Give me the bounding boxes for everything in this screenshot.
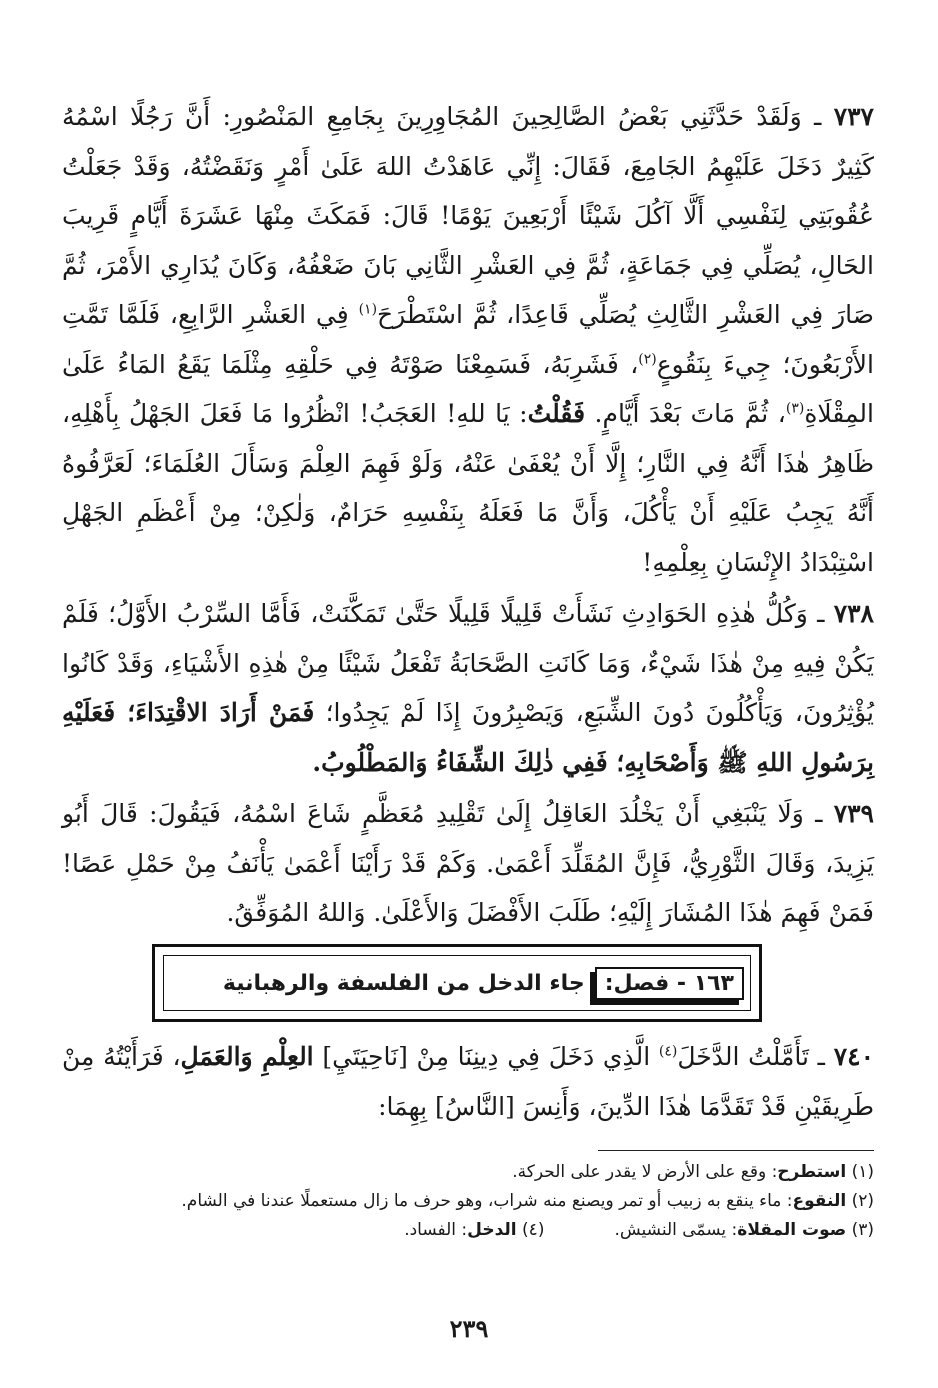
footnote-term: صوت المقلاة (737, 1220, 847, 1240)
footnote-text: : الفساد. (404, 1220, 468, 1240)
paragraph-text: ، فَرَأَيْتُهُ مِنْ طَرِيقَيْنِ قَدْ تَقَدَّمَا هٰذَا الدِّينَ، وَأَنِسَ [النَّاسُ] بِهِمَا: (62, 1042, 874, 1121)
footnote-divider (598, 1150, 874, 1151)
paragraph-text: ، ثُمَّ مَاتَ بَعْدَ أَيَّامٍ. (585, 399, 786, 428)
footnote-row (62, 1216, 874, 1245)
footnote-term: استطرح (777, 1162, 847, 1182)
footnote-text: : ماء ينقع به زبيب أو تمر ويصنع منه شراب، وهو حرف ما زال مستعملًا عندنا في الشام. (181, 1191, 793, 1211)
paragraph-737 (62, 92, 874, 587)
paragraph-739 (62, 789, 874, 938)
footnote-ref: (٢) (638, 351, 657, 368)
footnote-ref: (٤) (658, 1043, 678, 1060)
footnote-text: : وقع على الأرض لا يقدر على الحركة. (512, 1162, 778, 1182)
paragraph-text: ـ وَكُلُّ هٰذِهِ الحَوَادِثِ نَشَأَتْ قَلِيلًا قَلِيلًا حَتَّىٰ تَمَكَّنَتْ، فَأَمَّا السِّرْبُ الأَوَّلُ؛ فَلَمْ يَكُنْ فِيهِ مِنْ هٰذَا شَيْءٌ، وَمَا كَانَتِ الصَّحَابَةُ تَفْعَلُ شَيْئًا مِنْ هٰذِهِ الأَشْيَاءِ، وَقَدْ كَانُوا يُؤْثِرُونَ، وَيَأْكُلُونَ دُونَ الشِّبَعِ، وَيَصْبِرُونَ إِذَا لَمْ يَجِدُوا؛ (62, 599, 875, 727)
main-text-continued (62, 1032, 874, 1131)
paragraph-738 (62, 589, 874, 787)
footnote-marker: (٣) (851, 1220, 874, 1240)
footnote-text: : يسمّى النشيش. (614, 1220, 738, 1240)
section-title: جاء الدخل من الفلسفة والرهبانية (222, 970, 585, 996)
footnotes (62, 1158, 874, 1245)
paragraph-text: ـ وَلَقَدْ حَدَّثَنِي بَعْضُ الصَّالِحِينَ المُجَاوِرِينَ بِجَامِعِ المَنْصُورِ: أَنَّ رَجُلًا اسْمُهُ كَثِيرٌ دَخَلَ عَلَيْهِمُ الجَامِعَ، فَقَالَ: إِنِّي عَاهَدْتُ اللهَ عَلَىٰ أَمْرٍ وَنَقَضْتُهُ، وَقَدْ جَعَلْتُ عُقُوبَتِي لِنَفْسِي أَلَّا آكُلَ شَيْئًا أَرْبَعِينَ يَوْمًا! قَالَ: فَمَكَثَ مِنْهَا عَشَرَةَ أَيَّامٍ قَرِيبَ الحَالِ، يُصَلِّي فِي جَمَاعَةٍ، ثُمَّ فِي العَشْرِ الثَّانِي بَانَ ضَعْفُهُ، وَكَانَ يُدَارِي الأَمْرَ، ثُمَّ صَارَ فِي العَشْرِ الثَّالِثِ يُصَلِّي قَاعِدًا، ثُمَّ اسْتَطْرَحَ (62, 102, 874, 329)
footnote-term: الدخل (467, 1220, 517, 1240)
paragraph-text: ـ تَأَمَّلْتُ الدَّخَلَ (677, 1042, 834, 1071)
footnote-term: النقوع (792, 1191, 847, 1211)
footnote-ref: (١) (358, 301, 378, 318)
bold-phrase: فَمَنْ أَرَادَ الاقْتِدَاءَ؛ فَعَلَيْهِ بِرَسُولِ اللهِ ﷺ وَأَصْحَابِهِ؛ فَفِي ذٰلِكَ الشِّفَاءُ وَالمَطْلُوبُ. (62, 698, 874, 777)
footnote-2 (62, 1187, 874, 1216)
paragraph-text: ، فَشَرِبَهُ، فَسَمِعْنَا صَوْتَهُ فِي حَلْقِهِ مِثْلَمَا يَقَعُ المَاءُ عَلَىٰ المِقْلَاةِ (62, 349, 874, 428)
footnote-3 (614, 1216, 874, 1245)
bold-phrase: فَقُلْتُ (527, 399, 586, 428)
section-heading (163, 955, 751, 1011)
paragraph-text: : يَا للهِ! العَجَبُ! انْظُرُوا مَا فَعَلَ الجَهْلُ بِأَهْلِهِ، ظَاهِرُ هٰذَا أَنَّهُ فِي النَّارِ؛ إِلَّا أَنْ يُعْفَىٰ عَنْهُ، وَلَوْ فَهِمَ العِلْمَ وَسَأَلَ العُلَمَاءَ؛ لَعَرَّفُوهُ أَنَّهُ يَجِبُ عَلَيْهِ أَنْ يَأْكُلَ، وَأَنَّ مَا فَعَلَهُ بِنَفْسِهِ حَرَامٌ، وَلٰكِنْ؛ مِنْ أَعْظَمِ الجَهْلِ اسْتِبْدَادُ الإِنْسَانِ بِعِلْمِهِ! (62, 399, 874, 577)
paragraph-740 (62, 1032, 874, 1131)
paragraph-text: فِي العَشْرِ الرَّابِعِ، فَلَمَّا تَمَّتِ الأَرْبَعُونَ؛ جِيءَ بِنَقُوعٍ (62, 300, 875, 379)
bold-phrase: العِلْمِ وَالعَمَلِ (180, 1042, 314, 1071)
main-text (62, 92, 874, 938)
section-label: ١٦٣ - فصل: (595, 967, 744, 1000)
footnote-marker: (١) (851, 1162, 874, 1182)
footnote-marker: (٢) (851, 1191, 874, 1211)
footnote-4 (404, 1216, 544, 1245)
section-heading-box (152, 944, 762, 1022)
footnote-1 (62, 1158, 874, 1187)
footnote-marker: (٤) (522, 1220, 545, 1240)
page-number: ٢٣٩ (449, 1314, 489, 1343)
footnote-ref: (٣) (785, 400, 805, 417)
paragraph-number: ٧٣٨ (833, 599, 874, 628)
paragraph-number: ٧٣٩ (833, 799, 874, 828)
paragraph-number: ٧٤٠ (833, 1042, 875, 1071)
paragraph-text: الَّذِي دَخَلَ فِي دِينِنَا مِنْ [نَاحِيَتَيِ] (313, 1042, 659, 1071)
paragraph-number: ٧٣٧ (833, 102, 874, 131)
paragraph-text: ـ وَلَا يَنْبَغِي أَنْ يَخْلُدَ العَاقِلُ إِلَىٰ تَقْلِيدِ مُعَظَّمٍ شَاعَ اسْمُهُ، فَيَقُولَ: قَالَ أَبُو يَزِيدَ، وَقَالَ الثَّوْرِيُّ، فَإِنَّ المُقَلِّدَ أَعْمَىٰ. وَكَمْ قَدْ رَأَيْنَا أَعْمَىٰ يَأْنَفُ مِنْ حَمْلِ عَصًا! فَمَنْ فَهِمَ هٰذَا المُشَارَ إِلَيْهِ؛ طَلَبَ الأَفْضَلَ وَالأَعْلَىٰ. وَاللهُ المُوَفِّقُ. (62, 799, 874, 927)
